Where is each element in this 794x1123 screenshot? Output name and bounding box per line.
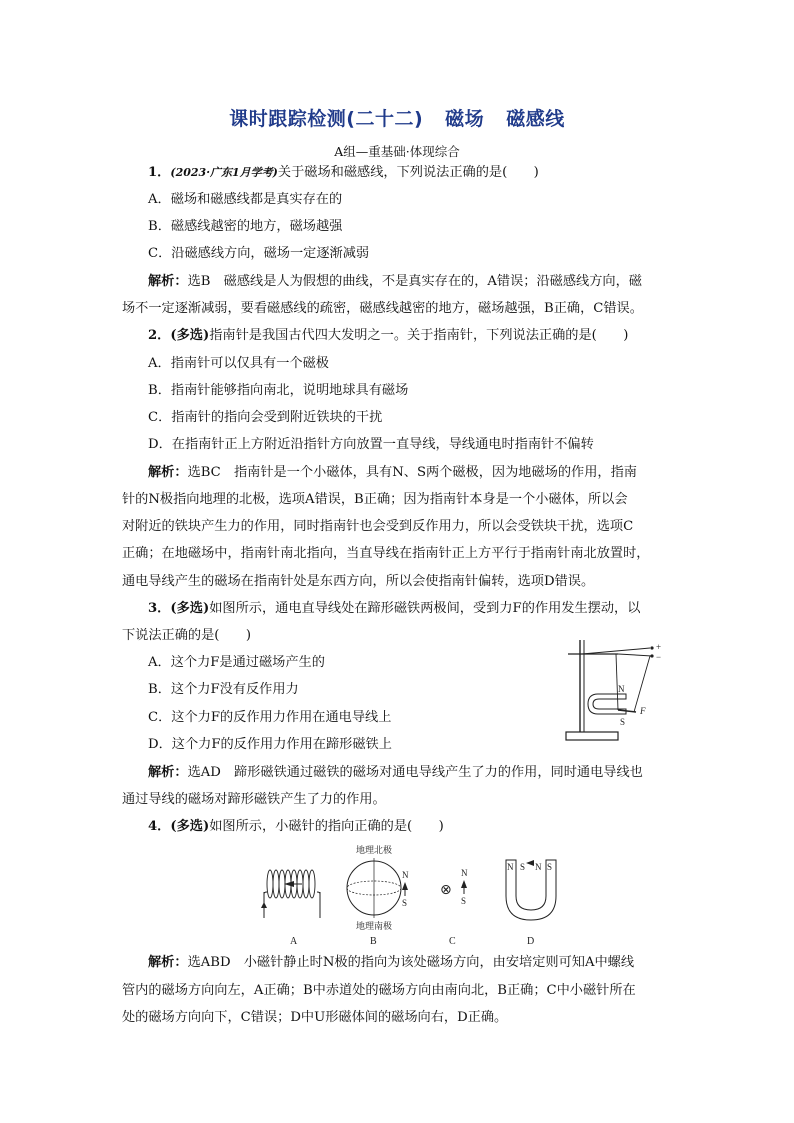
- q2-option-d: D．在指南针正上方附近沿指针方向放置一直导线，导线通电时指南针不偏转: [148, 437, 594, 452]
- svg-text:N: N: [402, 870, 409, 880]
- figure-a-solenoid: [261, 870, 320, 918]
- group-heading: A组—重基础·体现综合: [334, 144, 460, 159]
- q3-analysis-line1: 解析：选AD 蹄形磁铁通过磁铁的磁场对通电导线产生了力的作用，同时通电导线也: [148, 765, 643, 780]
- svg-text:S: S: [520, 862, 526, 872]
- q2-option-a: A．指南针可以仅具有一个磁极: [148, 356, 329, 371]
- q3-option-a: A．这个力F是通过磁场产生的: [148, 655, 325, 670]
- q3-figure-stand-magnet: [560, 632, 670, 744]
- svg-text:N: N: [535, 862, 542, 872]
- swing-wire-left: [616, 654, 618, 710]
- svg-text:S: S: [461, 896, 467, 906]
- south-pole-label: 地理南极: [356, 921, 393, 931]
- q3-option-d: D．这个力F的反作用力作用在蹄形磁铁上: [148, 737, 392, 752]
- magnet-n-label: N: [618, 684, 625, 694]
- q2-analysis-line4: 正确；在地磁场中，指南针南北指向，当直导线在指南针正上方平行于指南针南北放置时，: [122, 546, 650, 561]
- q3-analysis-line2: 通过导线的磁场对蹄形磁铁产生了力的作用。: [122, 792, 386, 807]
- q2-analysis-line2: 针的N极指向地理的北极，选项A错误，B正确；因为指南针本身是一个小磁体，所以会: [122, 492, 628, 507]
- q1-analysis-line2: 场不一定逐渐减弱，要看磁感线的疏密，磁感线越密的地方，磁场越强，B正确，C错误。: [122, 301, 643, 316]
- north-pole-label: 地理北极: [356, 845, 393, 855]
- magnet-s-label: S: [620, 717, 626, 727]
- q3-stem-line2: 下说法正确的是( ): [122, 628, 251, 643]
- q4-stem: 4．(多选)如图所示，小磁针的指向正确的是( ): [148, 819, 444, 834]
- q2-analysis-line5: 通电导线产生的磁场在指南针处是东西方向，所以会使指南针偏转，选项D错误。: [122, 574, 595, 589]
- q3-stem-line1: 3．(多选)如图所示，通电直导线处在蹄形磁铁两极间，受到力F的作用发生摆动，以: [148, 601, 641, 616]
- q2-option-c: C．指南针的指向会受到附近铁块的干扰: [148, 410, 383, 425]
- q4-analysis-line2: 管内的磁场方向向左，A正确；B中赤道处的磁场方向由南向北，B正确；C中小磁针所在: [122, 983, 636, 998]
- current-arrow-icon: [261, 902, 267, 908]
- caption-b: B: [370, 936, 377, 947]
- q2-stem: 2．(多选)指南针是我国古代四大发明之一。关于指南针，下列说法正确的是( ): [148, 328, 629, 343]
- needle-icon: [402, 882, 408, 890]
- q1-stem: 1．(2023·广东1月学考)关于磁场和磁感线，下列说法正确的是( ): [148, 165, 539, 180]
- svg-text:N: N: [461, 868, 468, 878]
- plus-terminal-label: +: [656, 642, 662, 652]
- svg-text:S: S: [547, 862, 553, 872]
- caption-a: A: [290, 936, 298, 947]
- q1-analysis-line1: 解析：选B 磁感线是人为假想的曲线，不是真实存在的，A错误；沿磁感线方向，磁: [148, 274, 642, 289]
- needle-icon: [284, 881, 294, 887]
- needle-icon: [461, 880, 467, 888]
- swing-wire-right: [634, 656, 650, 712]
- needle-icon: [526, 860, 534, 866]
- figure-b-earth: [347, 844, 409, 931]
- figure-d-u-magnet: [506, 860, 556, 920]
- q2-analysis-line3: 对附近的铁块产生力的作用，同时指南针也会受到反作用力，所以会受铁块干扰，选项C: [122, 519, 634, 534]
- q4-analysis-line1: 解析：选ABD 小磁针静止时N极的指向为该处磁场方向，由安培定则可知A中螺线: [148, 955, 635, 970]
- current-into-page-icon: ⊗: [440, 882, 452, 898]
- figure-c-wire: [440, 868, 468, 906]
- page-title: 课时跟踪检测(二十二) 磁场 磁感线: [229, 108, 565, 130]
- svg-text:N: N: [507, 862, 514, 872]
- q3-option-c: C．这个力F的反作用力作用在通电导线上: [148, 710, 392, 725]
- q2-analysis-line1: 解析：选BC 指南针是一个小磁体，具有N、S两个磁极，因为地磁场的作用，指南: [148, 465, 637, 480]
- caption-d: D: [527, 936, 535, 947]
- q1-option-c: C．沿磁感线方向，磁场一定逐渐减弱: [148, 246, 370, 261]
- force-f-label: F: [640, 706, 646, 716]
- q2-option-b: B．指南针能够指向南北，说明地球具有磁场: [148, 383, 409, 398]
- horseshoe-magnet: [588, 694, 626, 714]
- q1-option-a: A．磁场和磁感线都是真实存在的: [148, 192, 343, 207]
- stand-base: [566, 732, 618, 740]
- q1-option-b: B．磁感线越密的地方，磁场越强: [148, 219, 343, 234]
- current-wire: [618, 710, 636, 712]
- caption-c: C: [449, 936, 456, 947]
- svg-text:S: S: [402, 898, 408, 908]
- q3-option-b: B．这个力F没有反作用力: [148, 682, 299, 697]
- q4-analysis-line3: 处的磁场方向向下，C错误；D中U形磁体间的磁场向右，D正确。: [122, 1010, 508, 1025]
- q4-figure: [256, 844, 576, 948]
- minus-terminal-label: −: [656, 652, 662, 662]
